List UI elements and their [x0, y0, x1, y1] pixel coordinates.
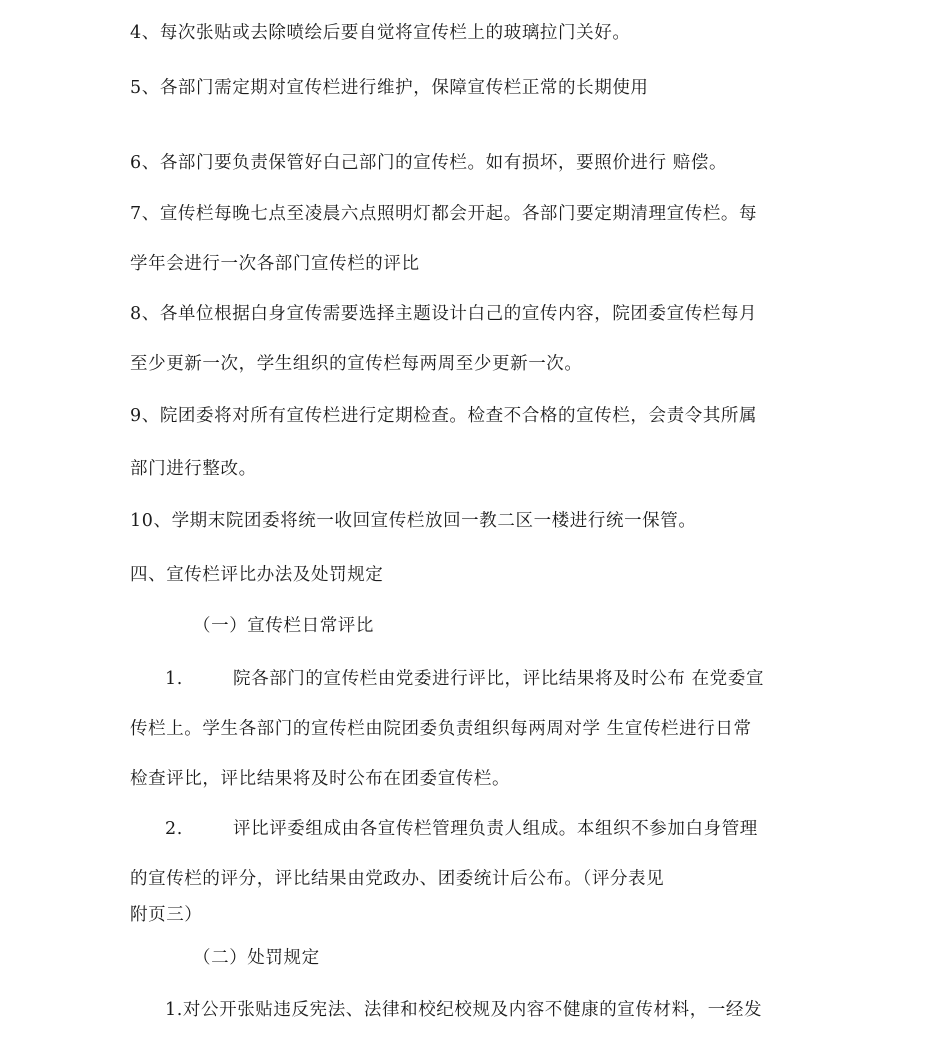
rule-5: 5、各部门需定期对宣传栏进行维护，保障宣传栏正常的长期使用: [130, 78, 649, 98]
eval-item-2-line-3: 附页三）: [130, 905, 203, 925]
item-number-1: 1.: [165, 669, 183, 689]
item-number-2: 2.: [165, 819, 183, 839]
eval-item-2-line-2: 的宣传栏的评分，评比结果由党政办、团委统计后公布。（评分表见: [130, 869, 665, 889]
rule-9-line-2: 部门进行整改。: [130, 459, 257, 479]
rule-6: 6、各部门要负责保管好白己部门的宣传栏。如有损坏，要照价进行 赔偿。: [130, 153, 728, 173]
eval-item-1-line-1: 院各部门的宣传栏由党委进行评比，评比结果将及时公布 在党委宣: [233, 669, 765, 689]
eval-item-2-line-1: 评比评委组成由各宣传栏管理负责人组成。本组织不参加白身管理: [233, 819, 758, 839]
section-heading-4: 四、宣传栏评比办法及处罚规定: [130, 565, 384, 585]
eval-item-1-line-3: 检查评比，评比结果将及时公布在团委宣传栏。: [130, 769, 511, 789]
rule-9-line-1: 9、院团委将对所有宣传栏进行定期检查。检查不合格的宣传栏，会责令其所属: [130, 406, 758, 426]
rule-4: 4、每次张贴或去除喷绘后要自觉将宣传栏上的玻璃拉门关好。: [130, 23, 631, 43]
eval-item-1-line-2: 传栏上。学生各部门的宣传栏由院团委负责组织每两周对学 生宣传栏进行日常: [130, 719, 752, 739]
rule-8-line-1: 8、各单位根据白身宣传需要选择主题设计白己的宣传内容，院团委宣传栏每月: [130, 304, 758, 324]
rule-7-line-2: 学年会进行一次各部门宣传栏的评比: [130, 254, 420, 274]
rule-10: 10、学期末院团委将统一收回宣传栏放回一教二区一楼进行统一保管。: [130, 511, 697, 531]
rule-7-line-1: 7、宣传栏每晚七点至凌晨六点照明灯都会开起。各部门要定期清理宣传栏。每: [130, 204, 758, 224]
subsection-heading-2: （二）处罚规定: [193, 948, 320, 968]
penalty-item-1: 1.对公开张贴违反宪法、法律和校纪校规及内容不健康的宣传材料，一经发: [165, 1000, 763, 1020]
rule-8-line-2: 至少更新一次，学生组织的宣传栏每两周至少更新一次。: [130, 354, 583, 374]
subsection-heading-1: （一）宣传栏日常评比: [193, 616, 374, 636]
